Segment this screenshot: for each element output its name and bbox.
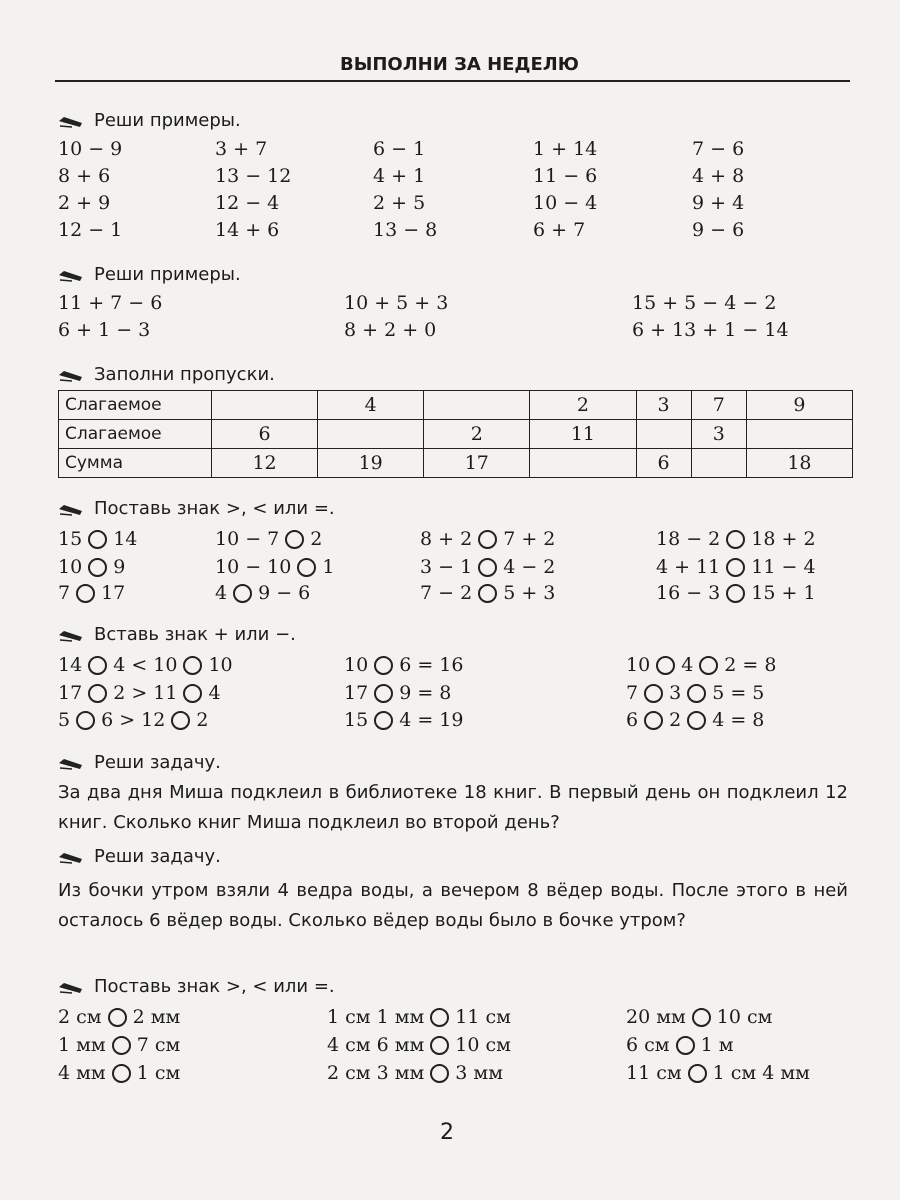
answer-circle[interactable]	[76, 584, 95, 603]
compare-item	[626, 1062, 810, 1084]
expression-text: 4	[208, 682, 221, 704]
expression-text: 18 + 2	[751, 528, 816, 550]
answer-circle[interactable]	[726, 584, 745, 603]
blank-cell[interactable]	[636, 420, 691, 449]
expression-text: 2 = 8	[724, 654, 777, 676]
table-row	[59, 391, 853, 420]
expression-text: 14	[113, 528, 138, 550]
expression-text: 1 см	[136, 1062, 181, 1084]
answer-circle[interactable]	[688, 1064, 707, 1083]
pencil-icon	[58, 268, 84, 282]
expression-text: 4 + 11	[656, 556, 721, 578]
expression-text: 7	[626, 682, 639, 704]
answer-circle[interactable]	[644, 711, 663, 730]
section-heading	[58, 846, 221, 867]
pencil-icon	[58, 368, 84, 382]
answer-circle[interactable]	[88, 530, 107, 549]
table-cell: 2	[424, 420, 530, 449]
expression-text: 10 см	[716, 1006, 773, 1028]
expression-text: 15 + 1	[751, 582, 816, 604]
pencil-icon	[58, 756, 84, 770]
compare-item	[327, 1062, 503, 1084]
pencil-icon	[58, 628, 84, 642]
example-item: 9 − 6	[692, 219, 745, 241]
compare-item	[656, 582, 816, 604]
expression-text: 7 − 2	[420, 582, 473, 604]
section-heading-text: Заполни пропуски.	[94, 364, 275, 385]
compare-item	[215, 528, 322, 550]
expression-text: 7 см	[136, 1034, 181, 1056]
answer-circle[interactable]	[374, 711, 393, 730]
answer-circle[interactable]	[430, 1064, 449, 1083]
expression-text: 1 мм	[58, 1034, 106, 1056]
expression-text: 11 см	[626, 1062, 682, 1084]
example-item: 6 + 7	[533, 219, 586, 241]
expression-text: 5 = 5	[712, 682, 765, 704]
expression-text: 2	[196, 709, 209, 731]
table-row	[59, 449, 853, 478]
compare-item	[58, 556, 125, 578]
compare-item	[58, 528, 137, 550]
blank-cell[interactable]	[212, 391, 318, 420]
expression-text: 11 см	[455, 1006, 511, 1028]
fill-in-table	[58, 390, 853, 478]
section-heading	[58, 264, 241, 285]
table-cell: 11	[530, 420, 636, 449]
section-heading	[58, 498, 335, 519]
sign-item	[626, 654, 776, 676]
answer-circle[interactable]	[297, 558, 316, 577]
table-cell: 7	[691, 391, 746, 420]
compare-item	[58, 1034, 180, 1056]
answer-circle[interactable]	[374, 656, 393, 675]
example-item: 11 + 7 − 6	[58, 292, 163, 314]
table-cell: 12	[212, 449, 318, 478]
example-item: 9 + 4	[692, 192, 745, 214]
answer-circle[interactable]	[726, 558, 745, 577]
sign-item	[344, 682, 451, 704]
table-cell: 3	[636, 391, 691, 420]
compare-item	[327, 1034, 511, 1056]
expression-text: 5	[58, 709, 71, 731]
section-heading	[58, 752, 221, 773]
answer-circle[interactable]	[183, 684, 202, 703]
compare-item	[327, 1006, 511, 1028]
page-title: ВЫПОЛНИ ЗА НЕДЕЛЮ	[340, 54, 579, 75]
answer-circle[interactable]	[88, 656, 107, 675]
example-item: 13 − 8	[373, 219, 438, 241]
table-cell: 18	[746, 449, 852, 478]
table-cell: 6	[212, 420, 318, 449]
expression-text: 3 мм	[455, 1062, 503, 1084]
answer-circle[interactable]	[112, 1036, 131, 1055]
expression-text: 2 мм	[132, 1006, 181, 1028]
answer-circle[interactable]	[687, 684, 706, 703]
compare-item	[420, 582, 555, 604]
table-cell: 17	[424, 449, 530, 478]
answer-circle[interactable]	[644, 684, 663, 703]
answer-circle[interactable]	[285, 530, 304, 549]
compare-item	[420, 528, 555, 550]
table-cell: 9	[746, 391, 852, 420]
answer-circle[interactable]	[692, 1008, 711, 1027]
expression-text: 2 см 3 мм	[327, 1062, 425, 1084]
pencil-icon	[58, 850, 84, 864]
expression-text: 6 > 12	[101, 709, 166, 731]
expression-text: 18 − 2	[656, 528, 721, 550]
example-item: 10 − 4	[533, 192, 598, 214]
section-heading	[58, 110, 241, 131]
expression-text: 10	[208, 654, 233, 676]
section-heading-text: Реши задачу.	[94, 846, 221, 867]
blank-cell[interactable]	[746, 420, 852, 449]
expression-text: 2 > 11	[113, 682, 178, 704]
expression-text: 6 см	[626, 1034, 670, 1056]
section-heading-text: Поставь знак >, < или =.	[94, 976, 335, 997]
expression-text: 10 см	[455, 1034, 511, 1056]
section-heading-text: Вставь знак + или −.	[94, 624, 296, 645]
expression-text: 8 + 2	[420, 528, 473, 550]
problem-text: За два дня Миша подклеил в библиотеке 18 книг. В первый день он подклеил 12 книг. Сколько книг Миша подклеил во второй день?	[58, 782, 848, 833]
blank-cell[interactable]	[424, 391, 530, 420]
expression-text: 14	[58, 654, 83, 676]
expression-text: 10	[344, 654, 369, 676]
compare-item	[215, 582, 310, 604]
example-item: 8 + 2 + 0	[344, 319, 437, 341]
answer-circle[interactable]	[112, 1064, 131, 1083]
section-heading	[58, 624, 296, 645]
example-item: 6 + 13 + 1 − 14	[632, 319, 789, 341]
expression-text: 4 мм	[58, 1062, 106, 1084]
compare-item	[420, 556, 555, 578]
expression-text: 4 − 2	[503, 556, 556, 578]
blank-cell[interactable]	[530, 449, 636, 478]
answer-circle[interactable]	[478, 584, 497, 603]
example-item: 3 + 7	[215, 138, 268, 160]
answer-circle[interactable]	[183, 656, 202, 675]
example-item: 2 + 9	[58, 192, 111, 214]
expression-text: 17	[58, 682, 83, 704]
answer-circle[interactable]	[430, 1036, 449, 1055]
expression-text: 20 мм	[626, 1006, 686, 1028]
expression-text: 16 − 3	[656, 582, 721, 604]
section-heading	[58, 976, 335, 997]
expression-text: 6 = 16	[399, 654, 464, 676]
expression-text: 6	[626, 709, 639, 731]
sign-item	[626, 709, 764, 731]
expression-text: 5 + 3	[503, 582, 556, 604]
compare-item	[215, 556, 334, 578]
row-label: Слагаемое	[59, 391, 212, 420]
answer-circle[interactable]	[430, 1008, 449, 1027]
example-item: 15 + 5 − 4 − 2	[632, 292, 777, 314]
expression-text: 7	[58, 582, 71, 604]
sign-item	[58, 654, 233, 676]
sign-item	[626, 682, 764, 704]
expression-text: 4 см 6 мм	[327, 1034, 425, 1056]
compare-item	[656, 556, 816, 578]
expression-text: 17	[101, 582, 126, 604]
answer-circle[interactable]	[656, 656, 675, 675]
section-heading	[58, 364, 275, 385]
example-item: 10 − 9	[58, 138, 123, 160]
row-label: Сумма	[59, 449, 212, 478]
expression-text: 10 − 7	[215, 528, 280, 550]
table-cell: 6	[636, 449, 691, 478]
pencil-icon	[58, 502, 84, 516]
table-cell: 2	[530, 391, 636, 420]
example-item: 8 + 6	[58, 165, 111, 187]
expression-text: 2 см	[58, 1006, 102, 1028]
sign-item	[344, 654, 463, 676]
example-item: 4 + 8	[692, 165, 745, 187]
sign-item	[58, 682, 221, 704]
answer-circle[interactable]	[676, 1036, 695, 1055]
expression-text: 2	[310, 528, 323, 550]
answer-circle[interactable]	[374, 684, 393, 703]
answer-circle[interactable]	[478, 530, 497, 549]
answer-circle[interactable]	[76, 711, 95, 730]
pencil-icon	[58, 114, 84, 128]
compare-item	[656, 528, 816, 550]
page-number: 2	[440, 1120, 454, 1145]
example-item: 2 + 5	[373, 192, 426, 214]
blank-cell[interactable]	[318, 420, 424, 449]
answer-circle[interactable]	[88, 684, 107, 703]
example-item: 13 − 12	[215, 165, 292, 187]
expression-text: 1 м	[700, 1034, 734, 1056]
section-heading-text: Реши задачу.	[94, 752, 221, 773]
sign-item	[58, 709, 208, 731]
header-rule	[55, 80, 850, 82]
example-item: 1 + 14	[533, 138, 598, 160]
pencil-icon	[58, 980, 84, 994]
expression-text: 17	[344, 682, 369, 704]
expression-text: 9	[113, 556, 126, 578]
expression-text: 2	[669, 709, 682, 731]
answer-circle[interactable]	[88, 558, 107, 577]
compare-item	[626, 1006, 772, 1028]
example-item: 4 + 1	[373, 165, 426, 187]
expression-text: 7 + 2	[503, 528, 556, 550]
expression-text: 3 − 1	[420, 556, 473, 578]
example-item: 7 − 6	[692, 138, 745, 160]
section-heading-text: Поставь знак >, < или =.	[94, 498, 335, 519]
answer-circle[interactable]	[233, 584, 252, 603]
expression-text: 9 = 8	[399, 682, 452, 704]
expression-text: 4	[215, 582, 228, 604]
answer-circle[interactable]	[478, 558, 497, 577]
expression-text: 9 − 6	[258, 582, 311, 604]
example-item: 12 − 4	[215, 192, 280, 214]
answer-circle[interactable]	[699, 656, 718, 675]
section-heading-text: Реши примеры.	[94, 264, 241, 285]
answer-circle[interactable]	[687, 711, 706, 730]
example-item: 11 − 6	[533, 165, 598, 187]
problem-text: Из бочки утром взяли 4 ведра воды, а вечером 8 вёдер воды. После этого в ней осталось 6 вёдер воды. Сколько вёдер воды было в бочке утром?	[58, 880, 848, 931]
expression-text: 1 см 4 мм	[712, 1062, 810, 1084]
expression-text: 3	[669, 682, 682, 704]
expression-text: 15	[58, 528, 83, 550]
blank-cell[interactable]	[691, 449, 746, 478]
table-cell: 19	[318, 449, 424, 478]
compare-item	[58, 1006, 180, 1028]
expression-text: 1	[322, 556, 335, 578]
expression-text: 10	[626, 654, 651, 676]
expression-text: 4 < 10	[113, 654, 178, 676]
section-heading-text: Реши примеры.	[94, 110, 241, 131]
example-item: 12 − 1	[58, 219, 123, 241]
expression-text: 10 − 10	[215, 556, 292, 578]
sign-item	[344, 709, 463, 731]
compare-item	[626, 1034, 733, 1056]
example-item: 6 + 1 − 3	[58, 319, 151, 341]
compare-item	[58, 1062, 180, 1084]
expression-text: 10	[58, 556, 83, 578]
example-item: 6 − 1	[373, 138, 426, 160]
expression-text: 1 см 1 мм	[327, 1006, 425, 1028]
answer-circle[interactable]	[108, 1008, 127, 1027]
expression-text: 15	[344, 709, 369, 731]
expression-text: 4 = 8	[712, 709, 765, 731]
table-cell: 3	[691, 420, 746, 449]
example-item: 10 + 5 + 3	[344, 292, 449, 314]
expression-text: 11 − 4	[751, 556, 816, 578]
compare-item	[58, 582, 125, 604]
row-label: Слагаемое	[59, 420, 212, 449]
answer-circle[interactable]	[726, 530, 745, 549]
answer-circle[interactable]	[171, 711, 190, 730]
example-item: 14 + 6	[215, 219, 280, 241]
table-cell: 4	[318, 391, 424, 420]
expression-text: 4 = 19	[399, 709, 464, 731]
table-row	[59, 420, 853, 449]
expression-text: 4	[681, 654, 694, 676]
